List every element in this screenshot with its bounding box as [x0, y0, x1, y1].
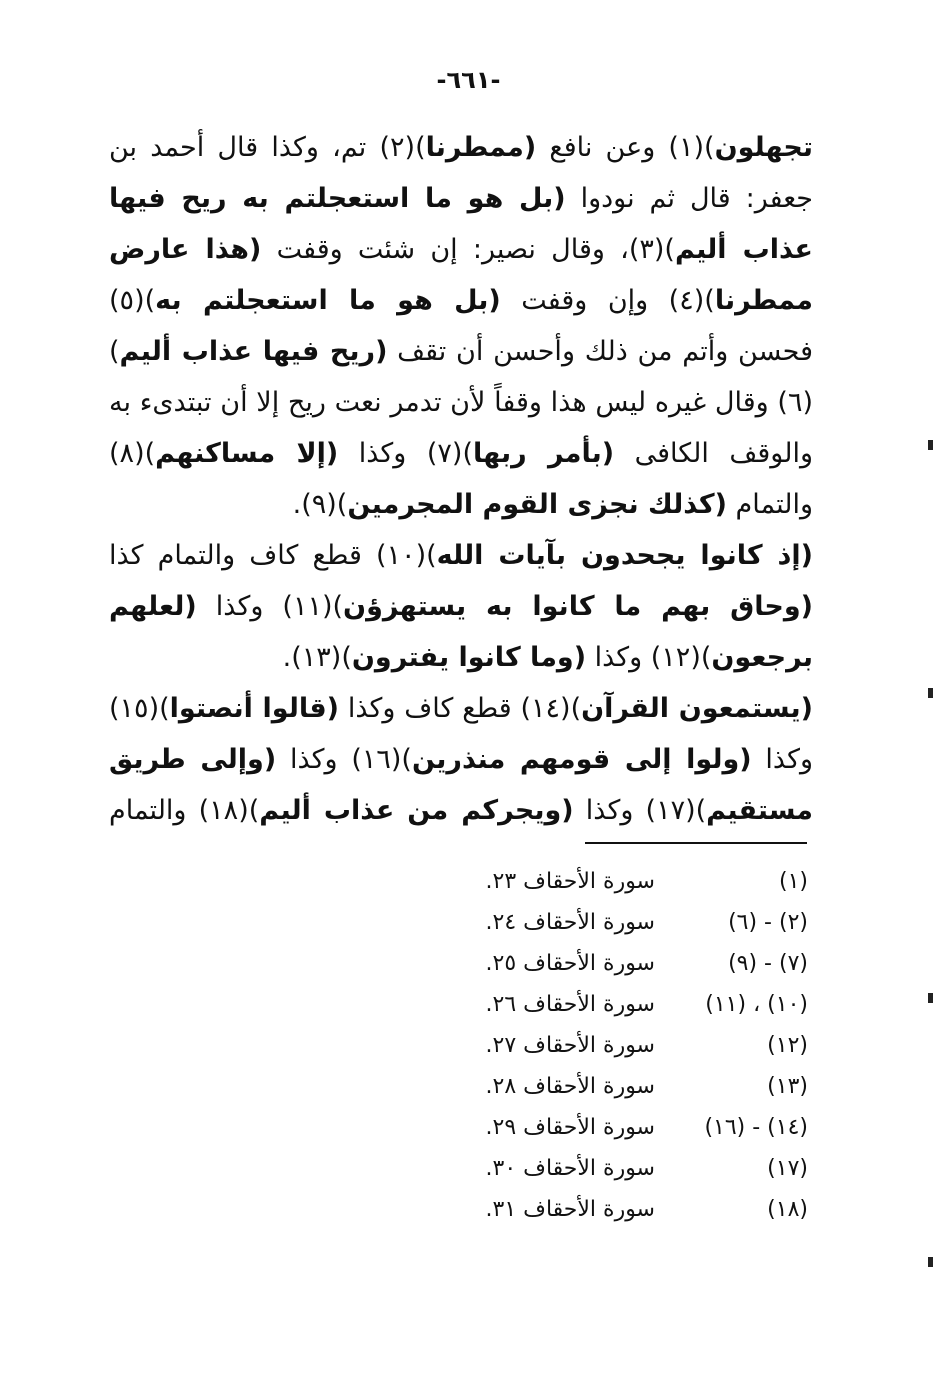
footnote-number: (١٢) — [767, 1033, 808, 1058]
commentary-text: )(١٧) وكذا — [573, 795, 707, 826]
footnote-row — [0, 1067, 937, 1107]
margin-mark — [928, 1257, 933, 1267]
commentary-text: )(١١) وكذا — [196, 591, 344, 622]
commentary-text: )(١٠) قطع كاف والتمام كذا — [109, 540, 437, 571]
commentary-text: )(٤) وإن وقفت — [500, 285, 715, 316]
quran-quote: (بل هو ما استعجلتم به — [155, 285, 501, 316]
quran-quote: (وحاق بهم ما كانوا به يستهزؤن — [343, 591, 813, 622]
footnote-source: سورة الأحقاف ٢٤. — [485, 910, 655, 935]
quran-quote: (ممطرنا — [425, 132, 537, 163]
commentary-text: )(٢) تم، وكذا قال أحمد بن جعفر: قال ثم نودوا — [109, 132, 813, 214]
footnote-number: (١٧) — [767, 1156, 808, 1181]
quran-quote: (بل هو ما استعجلتم به ريح فيها عذاب أليم — [109, 183, 813, 265]
commentary-text: )(١٥) وكذا — [109, 693, 813, 775]
quran-quote: (هذا عارض ممطرنا — [109, 234, 814, 316]
commentary-text: )(١٣). — [282, 642, 352, 673]
footnote-source: سورة الأحقاف ٢٣. — [485, 869, 655, 894]
margin-mark — [928, 440, 933, 450]
quran-quote: (لعلهم برجعون — [109, 591, 813, 673]
quran-quote: (وإلى طريق مستقيم — [109, 744, 814, 826]
quran-quote: (إذ كانوا يجحدون بآيات الله — [436, 540, 813, 571]
footnote-number: (١٤) - (١٦) — [704, 1115, 808, 1140]
quran-quote: (يستمعون القرآن — [581, 693, 813, 724]
footnote-source: سورة الأحقاف ٢٦. — [485, 992, 655, 1017]
footnote-divider — [585, 842, 807, 844]
footnotes — [0, 862, 937, 1222]
footnote-number: (١٨) — [767, 1197, 808, 1222]
quran-quote: (كذلك نجزى القوم المجرمين — [347, 489, 727, 520]
footnote-row — [0, 862, 937, 902]
commentary-text: )(٩). — [292, 489, 348, 520]
footnote-row — [0, 1026, 937, 1066]
footnote-number: (١٣) — [767, 1074, 808, 1099]
quran-quote: (ويجركم من عذاب أليم — [259, 795, 574, 826]
footnote-source: سورة الأحقاف ٢٧. — [485, 1033, 655, 1058]
footnote-number: (٢) - (٦) — [728, 910, 808, 935]
commentary-text: )(١٦) وكذا — [276, 744, 412, 775]
quran-quote: تجهلون — [714, 132, 813, 163]
footnote-number: (٧) - (٩) — [728, 951, 808, 976]
commentary-text: )(٣)، وقال نصير: إن شئت وقفت — [261, 234, 675, 265]
quran-quote: (وما كانوا يفترون — [351, 642, 587, 673]
footnote-number: (١) — [778, 869, 808, 894]
quran-quote: (بأمر ربها — [472, 438, 615, 469]
footnote-row — [0, 1149, 937, 1189]
commentary-text: )(١٢) وكذا — [586, 642, 712, 673]
footnote-source: سورة الأحقاف ٢٨. — [485, 1074, 655, 1099]
footnote-row — [0, 944, 937, 984]
footnote-source: سورة الأحقاف ٢٥. — [485, 951, 655, 976]
quran-quote: (إلا مساكنهم — [155, 438, 339, 469]
footnote-source: سورة الأحقاف ٣٠. — [485, 1156, 655, 1181]
commentary-text: )(٨) والتمام — [109, 438, 813, 520]
footnote-source: سورة الأحقاف ٢٩. — [485, 1115, 655, 1140]
footnote-row — [0, 1108, 937, 1148]
commentary-text: )(٧) وكذا — [338, 438, 473, 469]
page-number: -٦٦١- — [436, 66, 501, 94]
commentary-text: )(٥) فحسن وأتم من ذلك وأحسن أن تقف — [109, 285, 813, 367]
commentary-text: )(١٤) قطع كاف وكذا — [339, 693, 582, 724]
quran-quote: (ريح فيها عذاب أليم — [119, 336, 388, 367]
footnote-row — [0, 985, 937, 1025]
quran-quote: (قالوا أنصتوا — [169, 693, 339, 724]
paragraph — [109, 683, 813, 836]
quran-quote: (ولوا إلى قومهم منذرين — [411, 744, 752, 775]
paragraph — [109, 530, 813, 683]
commentary-text: )(٦) وقال غيره ليس هذا وقفاً لأن تدمر نعت ريح إلا أن تبتدىء به والوقف الكافى — [109, 336, 814, 469]
footnote-number: (١٠) ، (١١) — [705, 992, 808, 1017]
footnote-row — [0, 1190, 937, 1230]
footnote-source: سورة الأحقاف ٣١. — [485, 1197, 655, 1222]
margin-mark — [928, 993, 933, 1003]
commentary-text: )(١٨) والتمام — [109, 795, 260, 826]
main-text — [109, 122, 813, 836]
footnote-row — [0, 903, 937, 943]
margin-mark — [928, 688, 933, 698]
paragraph — [109, 122, 813, 530]
commentary-text: )(١) وعن نافع — [536, 132, 715, 163]
